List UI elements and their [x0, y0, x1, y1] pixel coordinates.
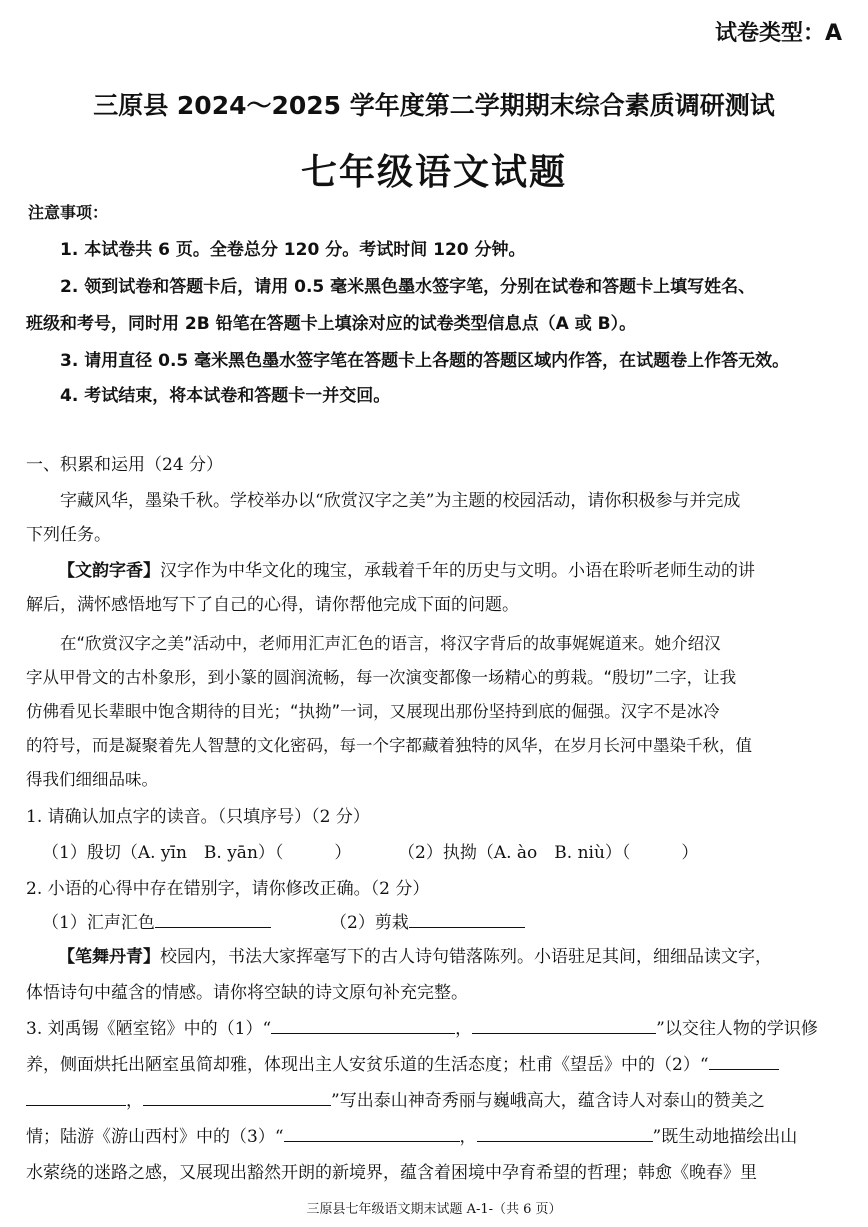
note-item: 4. 考试结束，将本试卷和答题卡一并交回。	[60, 386, 391, 406]
question-3-line	[26, 1086, 765, 1111]
passage-line	[26, 698, 720, 722]
question-1: 1. 请确认加点字的读音。（只填序号）（2 分）	[26, 807, 370, 827]
answer-blank[interactable]	[155, 913, 271, 928]
passage-line: 在“欣赏汉字之美”活动中，老师用汇声汇色的语言，将汉字背后的故事娓娓道来。她介绍汉	[60, 634, 721, 653]
q1-option-text: （2）执	[398, 843, 460, 863]
q1-option-text: （1）殷	[42, 843, 104, 863]
bimo-paragraph	[58, 942, 772, 967]
bimo-text: 体悟诗句中蕴含的情感。请你将空缺的诗文原句补充完整。	[26, 983, 468, 1003]
q1-option-2	[398, 838, 698, 863]
q3-text: 3. 刘禹锡《陋室铭》中的（1）“	[26, 1019, 272, 1039]
question-2: 2. 小语的心得中存在错别字，请你修改正确。（2 分）	[26, 879, 430, 899]
wenyun-tag: 【文韵字香】	[58, 561, 160, 581]
answer-blank[interactable]	[477, 1127, 653, 1142]
q3-text: ”以交往人物的学识修	[656, 1019, 818, 1039]
wenyun-paragraph	[58, 556, 755, 581]
note-item: 3. 请用直径 0.5 毫米黑色墨水签字笔在答题卡上各题的答题区域内作答，在试题卷上作答无效。	[60, 351, 790, 371]
answer-blank[interactable]	[472, 1019, 656, 1034]
note-item: 2. 领到试卷和答题卡后，请用 0.5 毫米黑色墨水签字笔，分别在试卷和答题卡上填写姓名、	[60, 277, 756, 297]
q3-text: ，	[126, 1091, 143, 1111]
q3-text: ，	[459, 1127, 477, 1147]
page-footer: 三原县七年级语文期末试题 A-1-（共 6 页）	[306, 1202, 562, 1217]
intro-text: 下列任务。	[26, 525, 111, 545]
q2-item-text: （2）剪栽	[330, 913, 409, 933]
answer-blank[interactable]	[409, 913, 525, 928]
intro-text: 字藏风华，墨染千秋。学校举办以“欣赏汉字之美”为主题的校园活动，请你积极参与并完成	[60, 491, 741, 511]
q3-text: 养，侧面烘托出陋室虽简却雅，体现出主人安贫乐道的生活态度；杜甫《望岳》中的（2）“	[26, 1055, 709, 1075]
passage-line: 的符号，而是凝聚着先人智慧的文化密码，每一个字都藏着独特的风华，在岁月长河中墨染千秋，值	[26, 736, 752, 755]
q2-item-2	[330, 908, 525, 933]
passage-text: 切”二字，让我	[628, 668, 737, 687]
answer-blank[interactable]	[143, 1091, 331, 1106]
answer-blank[interactable]	[709, 1055, 779, 1070]
note-item: 1. 本试卷共 6 页。全卷总分 120 分。考试时间 120 分钟。	[60, 240, 526, 260]
q1-option-1	[42, 838, 351, 863]
answer-blank[interactable]	[271, 1019, 455, 1034]
subject-title: 七年级语文试题	[300, 152, 567, 193]
question-3-line: 水萦绕的迷路之感，又展现出豁然开朗的新境界，蕴含着困境中孕育希望的哲理；韩愈《晚春》里	[26, 1163, 757, 1183]
passage-text: 字从甲骨文的古朴象形，到小篆的圆润流畅，每一次演变都像一场精心的剪栽。“殷	[26, 668, 629, 687]
section-heading: 一、积累和运用（24 分）	[26, 455, 224, 475]
q1-option-text: 切（A. yīn B. yān）（ ）	[103, 843, 352, 863]
note-item: 班级和考号，同时用 2B 铅笔在答题卡上填涂对应的试卷类型信息点（A 或 B）。	[26, 314, 637, 334]
q1-option-text: 拗（A. ào B. niù）（ ）	[459, 843, 699, 863]
q2-item-text: （1）汇声汇色	[42, 913, 155, 933]
q3-text: 情；陆游《游山西村》中的（3）“	[26, 1127, 284, 1147]
passage-line	[26, 664, 736, 688]
wenyun-text: 解后，满怀感悟地写下了自己的心得，请你帮他完成下面的问题。	[26, 595, 519, 615]
q3-text: ，	[455, 1019, 473, 1039]
q3-text: ”写出泰山神奇秀丽与巍峨高大，蕴含诗人对泰山的赞美之	[331, 1091, 765, 1111]
bimo-text: 校园内，书法大家挥毫写下的古人诗句错落陈列。小语驻足其间，细细品读文字，	[160, 947, 772, 967]
passage-text: 仿佛看见长辈眼中饱含期待的目光；“执	[26, 702, 316, 721]
q2-item-1	[42, 908, 271, 933]
passage-text: 拗”一词，又展现出那份坚持到底的倔强。汉字不是冰冷	[315, 702, 720, 721]
question-3-line	[26, 1122, 797, 1147]
exam-type-label: 试卷类型：A	[714, 21, 842, 46]
exam-header-title: 三原县 2024～2025 学年度第二学期期末综合素质调研测试	[93, 91, 775, 120]
answer-blank[interactable]	[284, 1127, 460, 1142]
question-3-line	[26, 1014, 818, 1039]
bimo-tag: 【笔舞丹青】	[58, 947, 160, 967]
notes-heading: 注意事项：	[28, 203, 109, 222]
question-3-line	[26, 1050, 779, 1075]
wenyun-text: 汉字作为中华文化的瑰宝，承载着千年的历史与文明。小语在聆听老师生动的讲	[160, 561, 755, 581]
passage-line: 得我们细细品味。	[26, 770, 158, 789]
answer-blank[interactable]	[26, 1091, 126, 1106]
q3-text: ”既生动地描绘出山	[652, 1127, 798, 1147]
